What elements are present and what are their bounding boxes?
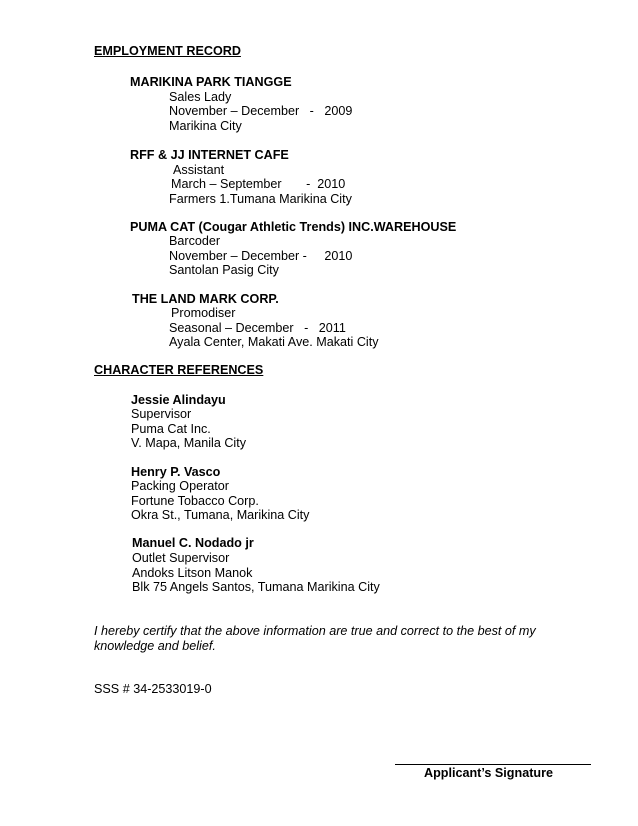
job-period: November – December - 2009: [169, 104, 353, 118]
employment-heading: EMPLOYMENT RECORD: [94, 44, 241, 58]
job-position: Barcoder: [169, 234, 221, 248]
job-period: March – September - 2010: [171, 177, 346, 191]
reference-company: Puma Cat Inc.: [131, 422, 211, 436]
job-company: MARIKINA PARK TIANGGE: [130, 75, 292, 89]
job-position: Sales Lady: [169, 90, 232, 104]
reference-name: Jessie Alindayu: [131, 393, 226, 407]
job-location: Santolan Pasig City: [169, 263, 279, 277]
certification-line-2: knowledge and belief.: [94, 639, 216, 653]
certification-line-1: I hereby certify that the above information are true and correct to the best of my: [94, 624, 536, 638]
reference-position: Outlet Supervisor: [132, 551, 230, 565]
reference-company: Fortune Tobacco Corp.: [131, 494, 259, 508]
job-period: November – December - 2010: [169, 249, 353, 263]
reference-name: Manuel C. Nodado jr: [132, 536, 254, 550]
job-location: Marikina City: [169, 119, 242, 133]
job-position: Assistant: [173, 163, 225, 177]
sss-number: SSS # 34-2533019-0: [94, 682, 212, 696]
job-period: Seasonal – December - 2011: [169, 321, 346, 335]
signature-label: Applicant’s Signature: [424, 766, 553, 780]
reference-address: Blk 75 Angels Santos, Tumana Marikina City: [132, 580, 380, 594]
reference-position: Supervisor: [131, 407, 192, 421]
signature-line: [395, 764, 591, 765]
reference-name: Henry P. Vasco: [131, 465, 221, 479]
reference-company: Andoks Litson Manok: [132, 566, 253, 580]
job-company: PUMA CAT (Cougar Athletic Trends) INC.WAREHOUSE: [130, 220, 457, 234]
job-location: Farmers 1.Tumana Marikina City: [169, 192, 352, 206]
reference-address: V. Mapa, Manila City: [131, 436, 247, 450]
references-heading: CHARACTER REFERENCES: [94, 363, 264, 377]
reference-address: Okra St., Tumana, Marikina City: [131, 508, 310, 522]
job-location: Ayala Center, Makati Ave. Makati City: [169, 335, 379, 349]
job-position: Promodiser: [171, 306, 236, 320]
job-company: RFF & JJ INTERNET CAFE: [130, 148, 289, 162]
job-company: THE LAND MARK CORP.: [132, 292, 279, 306]
reference-position: Packing Operator: [131, 479, 230, 493]
